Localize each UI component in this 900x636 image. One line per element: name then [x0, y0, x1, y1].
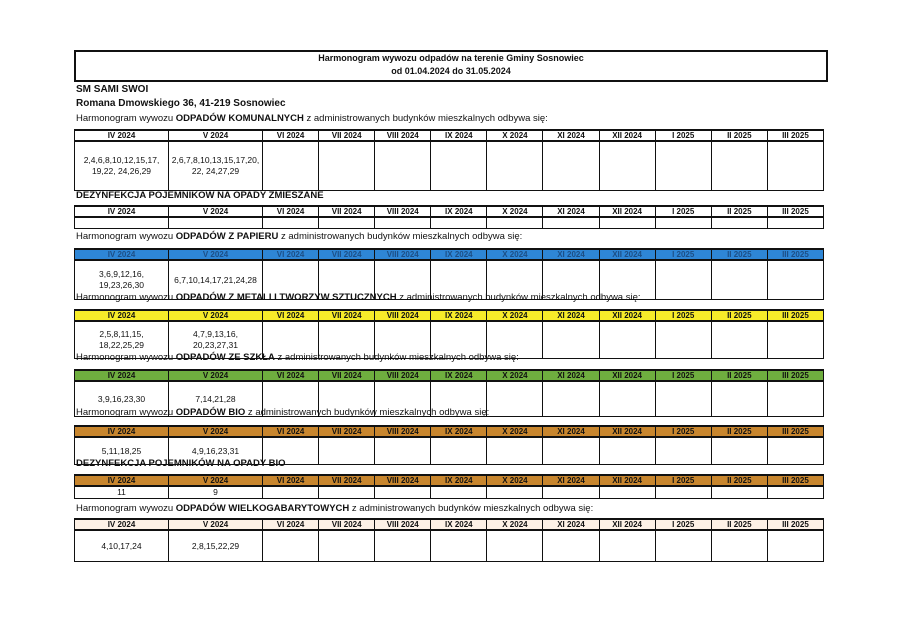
- pickup-dates-cell: [263, 217, 319, 229]
- month-header: X 2024: [487, 426, 543, 437]
- month-header: II 2025: [711, 249, 767, 260]
- section-header-bio: [76, 407, 489, 418]
- pickup-dates-cell: 4,10,17,24: [75, 530, 169, 562]
- section-header-keyword: ODPADÓW Z METALI I TWORZYW SZTUCZNYCH: [175, 292, 397, 303]
- table-row: [75, 486, 824, 499]
- table-header-row: [75, 310, 824, 321]
- pickup-dates-cell: [319, 217, 375, 229]
- month-header: X 2024: [487, 475, 543, 486]
- month-header: X 2024: [487, 519, 543, 530]
- pickup-dates-cell: [263, 486, 319, 499]
- month-header: VII 2024: [319, 370, 375, 381]
- org-address: Romana Dmowskiego 36, 41-219 Sosnowiec: [76, 98, 286, 109]
- pickup-dates-cell: 4,7,9,13,16, 20,23,27,31: [169, 321, 263, 359]
- pickup-dates-cell: [655, 486, 711, 499]
- schedule-table-komunalne: [74, 129, 824, 191]
- month-header: X 2024: [487, 130, 543, 141]
- pickup-dates-cell: 11: [75, 486, 169, 499]
- pickup-dates-cell: [375, 141, 431, 191]
- month-header: II 2025: [711, 370, 767, 381]
- month-header: IX 2024: [431, 519, 487, 530]
- pickup-dates-cell: [375, 437, 431, 465]
- month-header: VIII 2024: [375, 310, 431, 321]
- title-line-1: Harmonogram wywozu odpadów na terenie Gminy Sosnowiec: [318, 53, 584, 63]
- month-header: VIII 2024: [375, 206, 431, 217]
- section-header-prefix: Harmonogram wywozu: [76, 503, 176, 514]
- pickup-dates-cell: [767, 141, 823, 191]
- table-header-row: [75, 370, 824, 381]
- month-header: IV 2024: [75, 519, 169, 530]
- month-header: V 2024: [169, 475, 263, 486]
- pickup-dates-cell: [767, 321, 823, 359]
- month-header: II 2025: [711, 206, 767, 217]
- pickup-dates-cell: [543, 321, 599, 359]
- month-header: IV 2024: [75, 426, 169, 437]
- month-header: VIII 2024: [375, 475, 431, 486]
- section-header-keyword: ODPADÓW ZE SZKŁA: [175, 352, 275, 363]
- pickup-dates-cell: [375, 530, 431, 562]
- table-header-row: [75, 249, 824, 260]
- pickup-dates-cell: [599, 141, 655, 191]
- month-header: XI 2024: [543, 370, 599, 381]
- month-header: I 2025: [655, 426, 711, 437]
- section-header-suffix: z administrowanych budynków mieszkalnych odbywa się:: [396, 292, 641, 303]
- pickup-dates-cell: [431, 217, 487, 229]
- month-header: XII 2024: [599, 475, 655, 486]
- pickup-dates-cell: 2,5,8,11,15, 18,22,25,29: [75, 321, 169, 359]
- schedule-table-wielkogabarytowe: [74, 518, 824, 562]
- pickup-dates-cell: [263, 141, 319, 191]
- month-header: III 2025: [767, 206, 823, 217]
- schedule-table-dezynfekcja-bio: [74, 474, 824, 499]
- table-header-row: [75, 519, 824, 530]
- month-header: X 2024: [487, 206, 543, 217]
- month-header: IX 2024: [431, 370, 487, 381]
- section-header-wielkogabarytowe: [76, 503, 593, 514]
- section-header-szklo: [76, 352, 519, 363]
- month-header: III 2025: [767, 370, 823, 381]
- pickup-dates-cell: [599, 486, 655, 499]
- month-header: VII 2024: [319, 475, 375, 486]
- pickup-dates-cell: [319, 530, 375, 562]
- month-header: I 2025: [655, 206, 711, 217]
- month-header: VIII 2024: [375, 249, 431, 260]
- table-header-row: [75, 206, 824, 217]
- pickup-dates-cell: [543, 530, 599, 562]
- section-header-suffix: z administrowanych budynków mieszkalnych odbywa się:: [274, 352, 519, 363]
- pickup-dates-cell: [543, 381, 599, 417]
- pickup-dates-cell: [711, 530, 767, 562]
- section-header-suffix: z administrowanych budynków mieszkalnych odbywa się:: [303, 113, 548, 124]
- pickup-dates-cell: [487, 217, 543, 229]
- month-header: I 2025: [655, 249, 711, 260]
- pickup-dates-cell: [487, 141, 543, 191]
- month-header: X 2024: [487, 370, 543, 381]
- month-header: V 2024: [169, 519, 263, 530]
- pickup-dates-cell: [487, 486, 543, 499]
- pickup-dates-cell: [431, 437, 487, 465]
- pickup-dates-cell: [599, 321, 655, 359]
- pickup-dates-cell: [767, 381, 823, 417]
- month-header: VI 2024: [263, 130, 319, 141]
- section-header-metale: [76, 292, 641, 303]
- month-header: IV 2024: [75, 249, 169, 260]
- month-header: XII 2024: [599, 310, 655, 321]
- pickup-dates-cell: 7,14,21,28: [169, 381, 263, 417]
- month-header: IX 2024: [431, 249, 487, 260]
- table-row: [75, 141, 824, 191]
- pickup-dates-cell: [319, 141, 375, 191]
- pickup-dates-cell: [655, 141, 711, 191]
- month-header: XII 2024: [599, 249, 655, 260]
- pickup-dates-cell: [711, 437, 767, 465]
- section-header-prefix: Harmonogram wywozu: [76, 113, 176, 124]
- month-header: II 2025: [711, 475, 767, 486]
- month-header: IV 2024: [75, 370, 169, 381]
- month-header: IX 2024: [431, 206, 487, 217]
- month-header: IX 2024: [431, 130, 487, 141]
- section-header-suffix: z administrowanych budynków mieszkalnych odbywa się:: [349, 503, 594, 514]
- pickup-dates-cell: [599, 530, 655, 562]
- month-header: X 2024: [487, 310, 543, 321]
- section-header-keyword: ODPADÓW BIO: [175, 407, 246, 418]
- month-header: V 2024: [169, 249, 263, 260]
- month-header: XII 2024: [599, 206, 655, 217]
- month-header: III 2025: [767, 249, 823, 260]
- month-header: II 2025: [711, 310, 767, 321]
- table-header-row: [75, 426, 824, 437]
- month-header: III 2025: [767, 519, 823, 530]
- pickup-dates-cell: [711, 260, 767, 300]
- pickup-dates-cell: [543, 486, 599, 499]
- section-header-keyword: ODPADÓW Z PAPIERU: [175, 231, 279, 242]
- month-header: V 2024: [169, 206, 263, 217]
- pickup-dates-cell: 3,9,16,23,30: [75, 381, 169, 417]
- org-name: SM SAMI SWOI: [76, 84, 149, 95]
- month-header: VII 2024: [319, 206, 375, 217]
- pickup-dates-cell: [431, 141, 487, 191]
- pickup-dates-cell: [487, 530, 543, 562]
- month-header: IX 2024: [431, 475, 487, 486]
- pickup-dates-cell: [711, 217, 767, 229]
- pickup-dates-cell: [487, 437, 543, 465]
- pickup-dates-cell: [599, 217, 655, 229]
- pickup-dates-cell: 2,4,6,8,10,12,15,17, 19,22, 24,26,29: [75, 141, 169, 191]
- month-header: III 2025: [767, 475, 823, 486]
- pickup-dates-cell: 6,7,10,14,17,21,24,28: [169, 260, 263, 300]
- pickup-dates-cell: [711, 321, 767, 359]
- month-header: XI 2024: [543, 130, 599, 141]
- pickup-dates-cell: [319, 486, 375, 499]
- section-header-prefix: Harmonogram wywozu: [76, 352, 176, 363]
- pickup-dates-cell: [431, 486, 487, 499]
- pickup-dates-cell: 2,6,7,8,10,13,15,17,20, 22, 24,27,29: [169, 141, 263, 191]
- month-header: VII 2024: [319, 310, 375, 321]
- pickup-dates-cell: [711, 381, 767, 417]
- pickup-dates-cell: [319, 437, 375, 465]
- table-row: [75, 530, 824, 562]
- month-header: VI 2024: [263, 310, 319, 321]
- month-header: VII 2024: [319, 249, 375, 260]
- title-line-2: od 01.04.2024 do 31.05.2024: [391, 66, 511, 76]
- month-header: XI 2024: [543, 426, 599, 437]
- table-header-row: [75, 130, 824, 141]
- month-header: XI 2024: [543, 310, 599, 321]
- month-header: IV 2024: [75, 475, 169, 486]
- month-header: XII 2024: [599, 370, 655, 381]
- month-header: XII 2024: [599, 130, 655, 141]
- pickup-dates-cell: 4,9,16,23,31: [169, 437, 263, 465]
- pickup-dates-cell: [655, 381, 711, 417]
- section-header-keyword: DEZYNFEKCJA POJEMNIKÓW NA OPADY BIO: [76, 458, 286, 469]
- pickup-dates-cell: [375, 486, 431, 499]
- month-header: XI 2024: [543, 519, 599, 530]
- month-header: IX 2024: [431, 310, 487, 321]
- month-header: VIII 2024: [375, 130, 431, 141]
- section-header-papier: [76, 231, 522, 242]
- month-header: VIII 2024: [375, 370, 431, 381]
- pickup-dates-cell: [431, 530, 487, 562]
- pickup-dates-cell: [263, 530, 319, 562]
- pickup-dates-cell: [655, 217, 711, 229]
- month-header: II 2025: [711, 130, 767, 141]
- section-header-prefix: Harmonogram wywozu: [76, 231, 176, 242]
- pickup-dates-cell: [655, 321, 711, 359]
- pickup-dates-cell: [655, 260, 711, 300]
- month-header: XII 2024: [599, 426, 655, 437]
- pickup-dates-cell: [767, 260, 823, 300]
- section-header-suffix: z administrowanych budynków mieszkalnych odbywa się:: [278, 231, 523, 242]
- month-header: VI 2024: [263, 206, 319, 217]
- section-header-dezynfekcja-zmieszane: [76, 190, 324, 201]
- pickup-dates-cell: [711, 486, 767, 499]
- month-header: VI 2024: [263, 426, 319, 437]
- section-header-suffix: z administrowanych budynków mieszkalnych odbywa się:: [245, 407, 490, 418]
- month-header: XII 2024: [599, 519, 655, 530]
- month-header: III 2025: [767, 130, 823, 141]
- pickup-dates-cell: [543, 217, 599, 229]
- month-header: XI 2024: [543, 249, 599, 260]
- section-header-keyword: ODPADÓW WIELKOGABARYTOWYCH: [175, 503, 350, 514]
- table-row: [75, 217, 824, 229]
- month-header: XI 2024: [543, 475, 599, 486]
- pickup-dates-cell: [767, 217, 823, 229]
- month-header: II 2025: [711, 426, 767, 437]
- pickup-dates-cell: 5,11,18,25: [75, 437, 169, 465]
- month-header: VI 2024: [263, 475, 319, 486]
- month-header: I 2025: [655, 475, 711, 486]
- month-header: VI 2024: [263, 519, 319, 530]
- month-header: I 2025: [655, 130, 711, 141]
- month-header: IV 2024: [75, 206, 169, 217]
- pickup-dates-cell: 2,8,15,22,29: [169, 530, 263, 562]
- pickup-dates-cell: [599, 437, 655, 465]
- pickup-dates-cell: [169, 217, 263, 229]
- month-header: VII 2024: [319, 426, 375, 437]
- pickup-dates-cell: [599, 381, 655, 417]
- pickup-dates-cell: [75, 217, 169, 229]
- month-header: I 2025: [655, 310, 711, 321]
- month-header: V 2024: [169, 426, 263, 437]
- month-header: V 2024: [169, 370, 263, 381]
- month-header: X 2024: [487, 249, 543, 260]
- pickup-dates-cell: [767, 530, 823, 562]
- month-header: IX 2024: [431, 426, 487, 437]
- pickup-dates-cell: 9: [169, 486, 263, 499]
- month-header: V 2024: [169, 130, 263, 141]
- month-header: VIII 2024: [375, 426, 431, 437]
- section-header-prefix: Harmonogram wywozu: [76, 292, 176, 303]
- table-header-row: [75, 475, 824, 486]
- pickup-dates-cell: [487, 381, 543, 417]
- pickup-dates-cell: [767, 486, 823, 499]
- pickup-dates-cell: [767, 437, 823, 465]
- month-header: IV 2024: [75, 130, 169, 141]
- pickup-dates-cell: [655, 530, 711, 562]
- month-header: I 2025: [655, 519, 711, 530]
- month-header: III 2025: [767, 426, 823, 437]
- pickup-dates-cell: [375, 217, 431, 229]
- pickup-dates-cell: [655, 437, 711, 465]
- schedule-table-dezynfekcja-zmieszane: [74, 205, 824, 229]
- month-header: VII 2024: [319, 519, 375, 530]
- section-header-keyword: ODPADÓW KOMUNALNYCH: [175, 113, 304, 124]
- pickup-dates-cell: 3,6,9,12,16, 19,23,26,30: [75, 260, 169, 300]
- month-header: VIII 2024: [375, 519, 431, 530]
- section-header-keyword: DEZYNFEKCJA POJEMNIKOW NA OPADY ZMIESZANE: [76, 190, 324, 201]
- month-header: VI 2024: [263, 249, 319, 260]
- section-header-dezynfekcja-bio: [76, 458, 286, 469]
- month-header: IV 2024: [75, 310, 169, 321]
- month-header: VI 2024: [263, 370, 319, 381]
- month-header: I 2025: [655, 370, 711, 381]
- month-header: II 2025: [711, 519, 767, 530]
- section-header-prefix: Harmonogram wywozu: [76, 407, 176, 418]
- section-header-komunalne: [76, 113, 548, 124]
- document-title: [74, 50, 828, 82]
- month-header: VII 2024: [319, 130, 375, 141]
- month-header: V 2024: [169, 310, 263, 321]
- month-header: III 2025: [767, 310, 823, 321]
- pickup-dates-cell: [543, 141, 599, 191]
- pickup-dates-cell: [711, 141, 767, 191]
- month-header: XI 2024: [543, 206, 599, 217]
- pickup-dates-cell: [543, 437, 599, 465]
